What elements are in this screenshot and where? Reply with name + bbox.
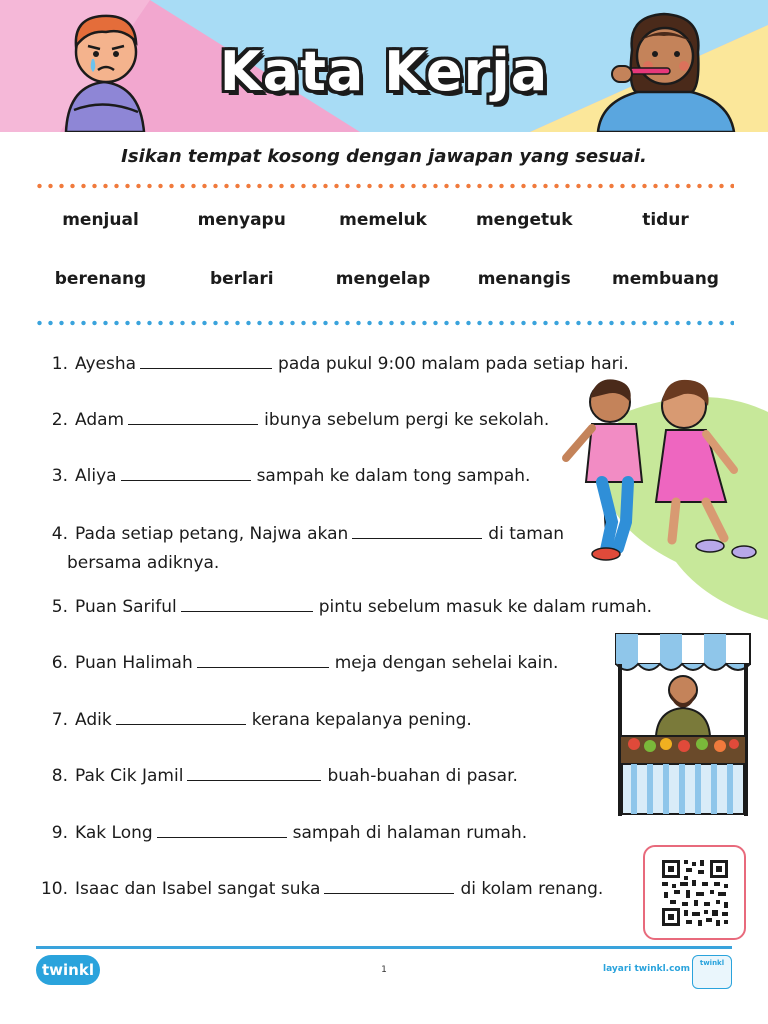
question-4: 4. Pada setiap petang, Najwa akan di taman bersama adiknya.	[51, 524, 565, 573]
quality-badge: twinkl	[692, 955, 732, 989]
answer-blank[interactable]	[128, 409, 258, 425]
site-link[interactable]: layari twinkl.com	[603, 964, 690, 974]
page-title: Kata Kerja	[219, 40, 549, 103]
answer-blank[interactable]	[352, 523, 482, 539]
answer-blank[interactable]	[157, 822, 287, 838]
question-8: 8. Pak Cik Jamil buah-buahan di pasar.	[51, 766, 518, 786]
word-bank-item: berlari	[209, 269, 274, 289]
qr-code-icon	[660, 858, 730, 928]
orange-dotted-divider	[34, 183, 734, 189]
twinkl-logo[interactable]: twinkl	[36, 955, 100, 985]
word-bank-item: tidur	[642, 210, 689, 230]
answer-blank[interactable]	[181, 596, 313, 612]
word-bank-item: berenang	[54, 269, 147, 289]
word-bank-item: memeluk	[339, 210, 427, 230]
question-2: 2. Adam ibunya sebelum pergi ke sekolah.	[51, 410, 550, 430]
question-1: 1. Ayesha pada pukul 9:00 malam pada setiap hari.	[51, 354, 629, 374]
word-bank-item: menjual	[62, 210, 139, 230]
blue-dotted-divider	[34, 320, 734, 326]
word-bank-row	[30, 210, 736, 269]
word-bank-item: mengelap	[335, 269, 431, 289]
instruction-text: Isikan tempat kosong dengan jawapan yang sesuai.	[121, 146, 647, 167]
girl-brushing-teeth-icon	[592, 6, 738, 132]
footer-divider	[36, 946, 732, 949]
answer-blank[interactable]	[187, 765, 321, 781]
question-10: 10. Isaac dan Isabel sangat suka di kolam renang.	[40, 879, 604, 899]
word-bank-item: membuang	[612, 269, 719, 289]
word-bank	[30, 210, 736, 328]
market-stall-icon	[610, 624, 756, 820]
question-7: 7. Adik kerana kepalanya pening.	[51, 710, 472, 730]
answer-blank[interactable]	[197, 652, 329, 668]
qr-code-box[interactable]	[643, 845, 746, 940]
answer-blank[interactable]	[116, 709, 246, 725]
question-9: 9. Kak Long sampah di halaman rumah.	[51, 823, 528, 843]
word-bank-item: mengetuk	[475, 210, 573, 230]
word-bank-item: menyapu	[197, 210, 286, 230]
answer-blank[interactable]	[140, 353, 272, 369]
header-banner	[0, 0, 768, 132]
answer-blank[interactable]	[121, 465, 251, 481]
question-3: 3. Aliya sampah ke dalam tong sampah.	[51, 466, 531, 486]
page-number: 1	[381, 965, 387, 975]
question-5: 5. Puan Sariful pintu sebelum masuk ke dalam rumah.	[51, 597, 653, 617]
answer-blank[interactable]	[324, 878, 454, 894]
word-bank-item: menangis	[477, 269, 571, 289]
running-girls-icon	[556, 372, 768, 620]
question-6: 6. Puan Halimah meja dengan sehelai kain.	[51, 653, 559, 673]
